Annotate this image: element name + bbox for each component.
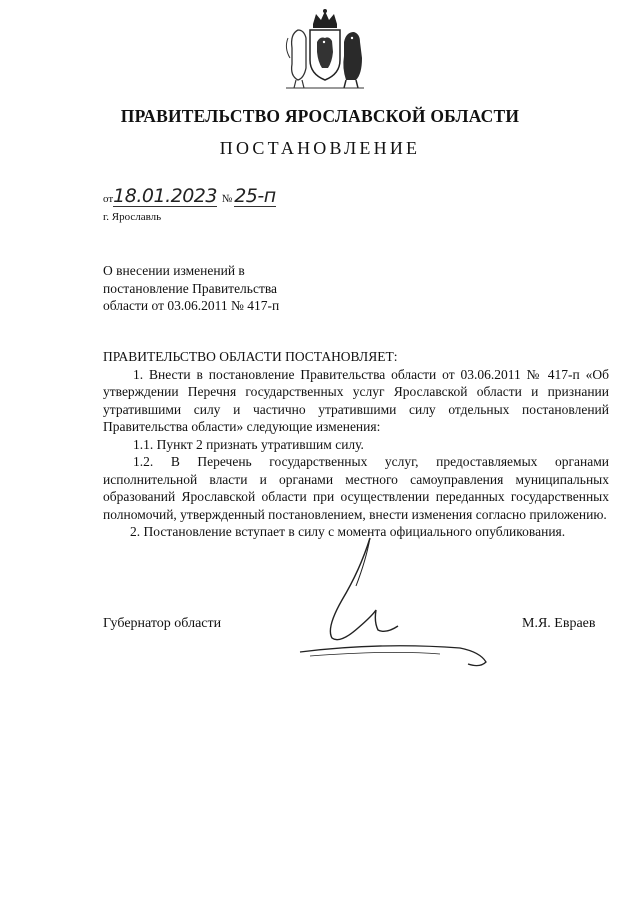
decree-heading: ПРАВИТЕЛЬСТВО ОБЛАСТИ ПОСТАНОВЛЯЕТ: <box>103 349 398 364</box>
paragraph-1-1: 1.1. Пункт 2 признать утратившим силу. <box>133 436 364 452</box>
decree-date: 18.01.2023 <box>113 185 217 207</box>
decree-number: 25-п <box>234 185 276 207</box>
city: г. Ярославль <box>103 211 162 223</box>
paragraph-1: 1. Внести в постановление Правительства области от 03.06.2011 № 417-п «Об утверждении Перечня государственных услуг Ярославской области и признании утратившими силу и частично утратившими силу отдельных постановлений Правительства области» следующие изменения: <box>103 366 609 434</box>
government-title: ПРАВИТЕЛЬСТВО ЯРОСЛАВСКОЙ ОБЛАСТИ <box>120 106 520 126</box>
decree-body <box>103 348 609 541</box>
document-type-title: ПОСТАНОВЛЕНИЕ <box>219 138 421 158</box>
handwritten-signature-icon <box>290 530 490 680</box>
signatory-name: М.Я. Евраев <box>522 616 596 631</box>
decree-subject: О внесении изменений в постановление Правительства области от 03.06.2011 № 417-п <box>103 263 280 313</box>
number-label: № <box>221 193 233 205</box>
coat-of-arms-icon <box>280 8 370 90</box>
date-prefix: от <box>103 193 114 205</box>
decree-date-number <box>103 186 276 207</box>
paragraph-2: 2. Постановление вступает в силу с момента официального опубликования. <box>130 524 566 539</box>
signatory-role: Губернатор области <box>103 616 222 631</box>
paragraph-1-2: 1.2. В Перечень государственных услуг, предоставляемых органами исполнительной власти и органами местного самоуправления муниципальных образований Ярославской области при осуществлении переданных государственных полномочий, утвержденный постановлением, внести изменения согласно приложению. <box>103 454 609 522</box>
